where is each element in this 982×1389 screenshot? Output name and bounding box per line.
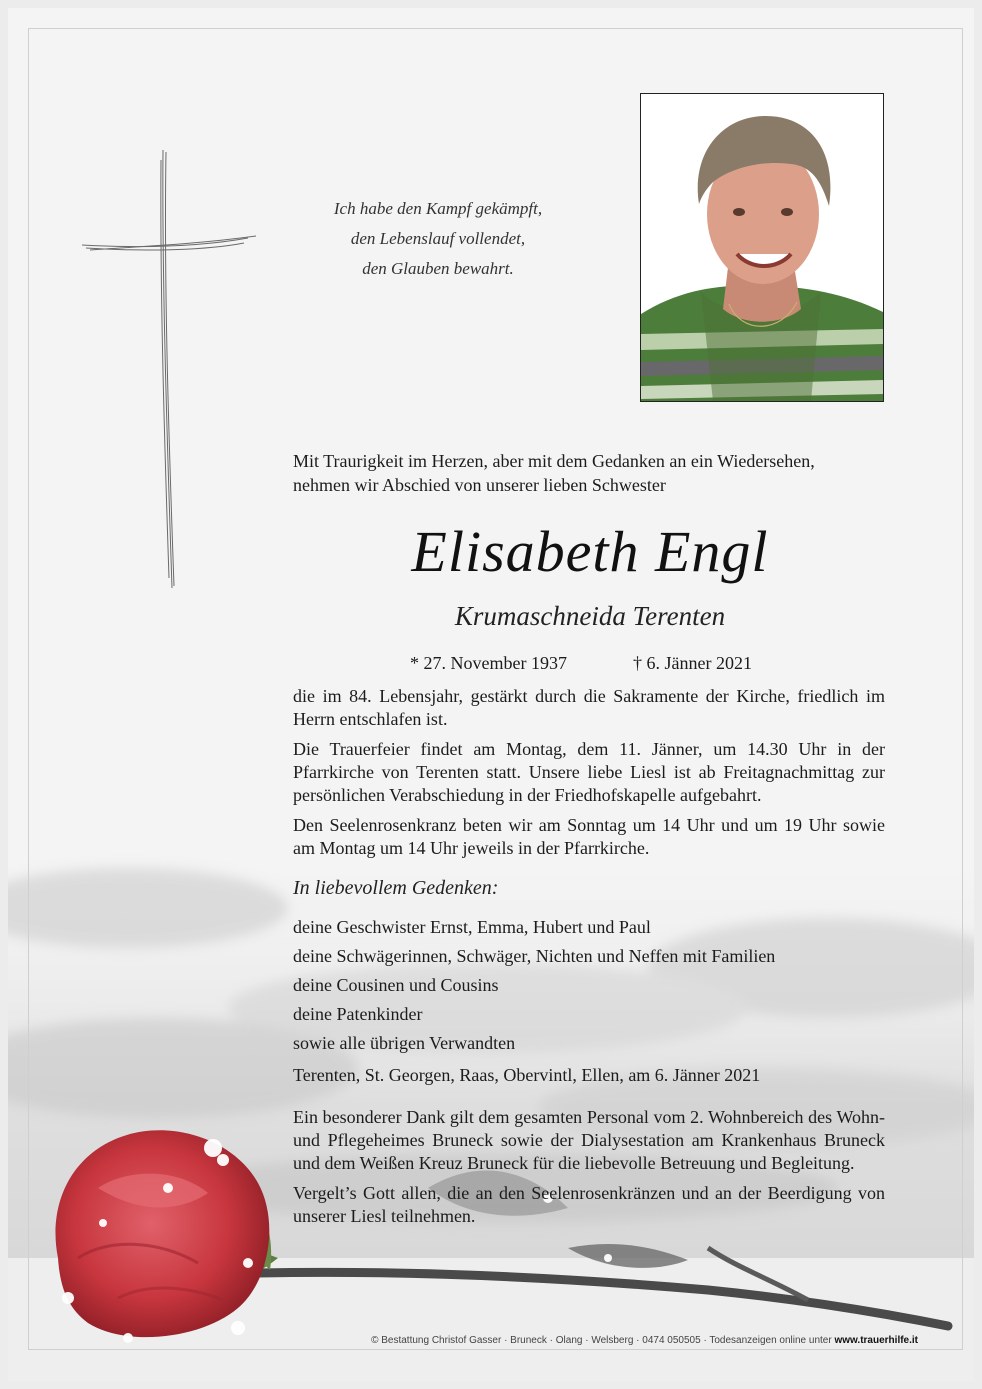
motto-verse bbox=[308, 194, 568, 284]
mourning-title: In liebevollem Gedenken: bbox=[293, 877, 499, 899]
place-date-line: Terenten, St. Georgen, Raas, Obervintl, Ellen, am 6. Jänner 2021 bbox=[293, 1065, 761, 1085]
obituary-card bbox=[8, 8, 974, 1381]
thanks-paragraph: Ein besonderer Dank gilt dem gesamten Personal vom 2. Wohnbereich des Wohn- und Pflegeheimes Bruneck sowie der Dialysestation am Krankenhaus Bruneck und dem Weißen Kreuz Bruneck für die liebevolle Betreuung und Begleitung. bbox=[293, 1107, 885, 1173]
mourners-list bbox=[293, 913, 893, 1058]
thanks-text bbox=[293, 1106, 885, 1235]
footer-credit bbox=[8, 1335, 918, 1346]
footer-link[interactable]: www.trauerhilfe.it bbox=[834, 1335, 918, 1346]
motto-line: den Lebenslauf vollendet, bbox=[350, 229, 526, 248]
mourner-item: deine Patenkinder bbox=[293, 1004, 423, 1024]
intro-text bbox=[293, 449, 887, 497]
portrait-photo bbox=[640, 93, 884, 402]
announcement-paragraph: die im 84. Lebensjahr, gestärkt durch die Sakramente der Kirche, friedlich im Herrn entschlafen ist. bbox=[293, 686, 885, 729]
deceased-place: Krumaschneida Terenten bbox=[454, 601, 726, 631]
announcement-paragraph: Den Seelenrosenkranz beten wir am Sonntag um 14 Uhr und um 19 Uhr sowie am Montag um 14 Uhr jeweils in der Pfarrkirche. bbox=[293, 815, 885, 858]
mourner-item: deine Geschwister Ernst, Emma, Hubert und Paul bbox=[293, 917, 651, 937]
thanks-paragraph: Vergelt’s Gott allen, die an den Seelenrosenkränzen und an der Beerdigung von unserer Liesl teilnehmen. bbox=[293, 1183, 885, 1226]
death-date: † 6. Jänner 2021 bbox=[633, 653, 752, 673]
announcement-text bbox=[293, 685, 885, 867]
birth-date: * 27. November 1937 bbox=[410, 653, 567, 673]
motto-line: Ich habe den Kampf gekämpft, bbox=[333, 199, 543, 218]
motto-line: den Glauben bewahrt. bbox=[362, 259, 514, 278]
cross-icon bbox=[78, 148, 258, 598]
announcement-paragraph: Die Trauerfeier findet am Montag, dem 11. Jänner, um 14.30 Uhr in der Pfarrkirche von Terenten statt. Unsere liebe Liesl ist ab Freitagnachmittag zur persönlichen Verabschiedung in der Friedhofskapelle aufgebahrt. bbox=[293, 739, 885, 805]
intro-line: Mit Traurigkeit im Herzen, aber mit dem Gedanken an ein Wiedersehen, bbox=[293, 451, 815, 471]
footer-text: © Bestattung Christof Gasser · Bruneck · Olang · Welsberg · 0474 050505 · Todesanzeigen online unter bbox=[371, 1335, 835, 1346]
intro-line: nehmen wir Abschied von unserer lieben Schwester bbox=[293, 475, 666, 495]
mourner-item: deine Cousinen und Cousins bbox=[293, 975, 499, 995]
mourner-item: deine Schwägerinnen, Schwäger, Nichten und Neffen mit Familien bbox=[293, 946, 776, 966]
deceased-name: Elisabeth Engl bbox=[411, 519, 769, 584]
mourner-item: sowie alle übrigen Verwandten bbox=[293, 1033, 516, 1053]
